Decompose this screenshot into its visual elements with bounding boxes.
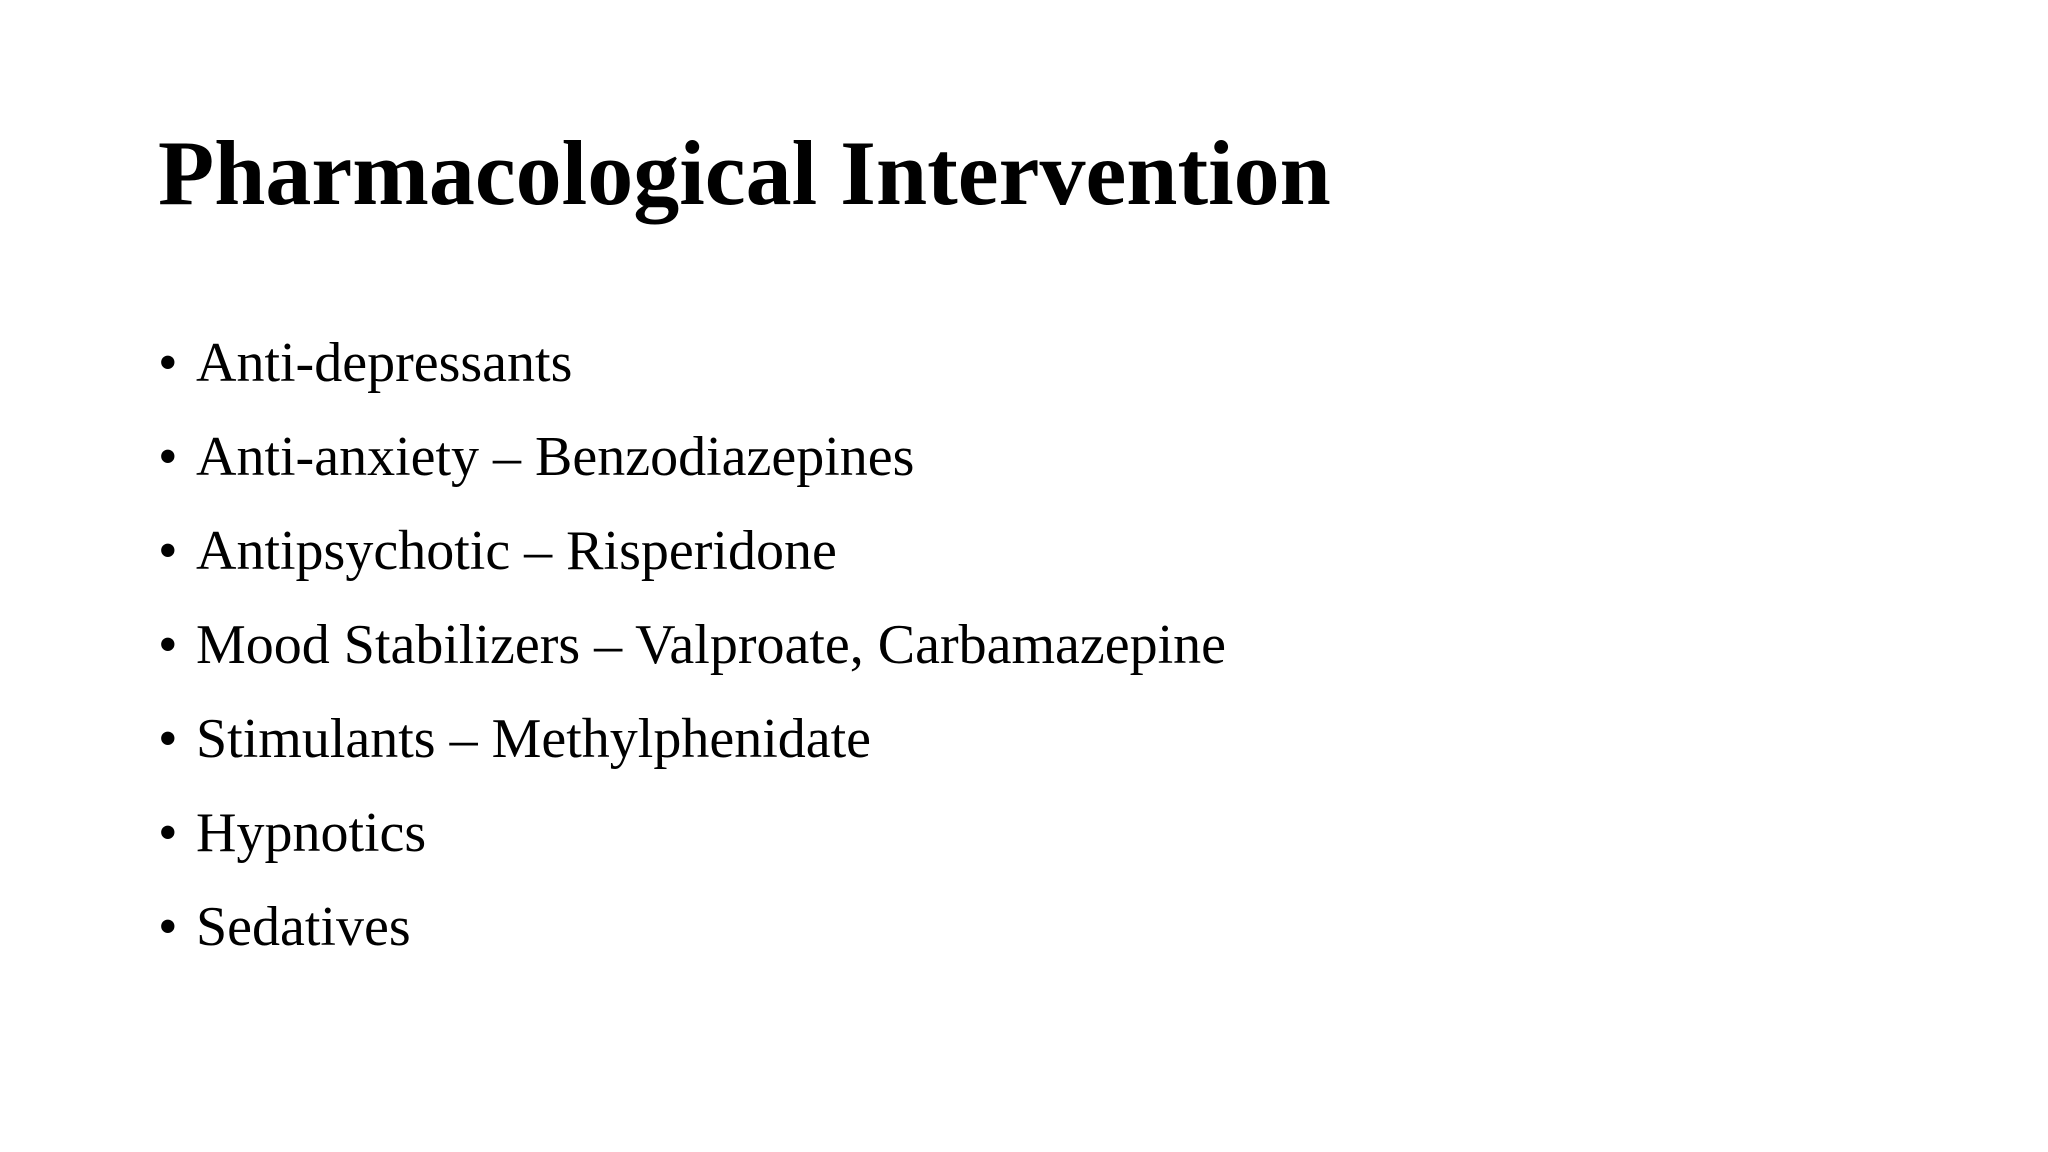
bullet-text: Antipsychotic – Risperidone [196,520,837,582]
list-item [158,504,1226,598]
bullet-text: Hypnotics [196,802,427,864]
list-item [158,410,1226,504]
bullet-list [158,316,1226,974]
slide-title: Pharmacological Intervention [158,122,1331,224]
bullet-text: Sedatives [196,896,411,958]
list-item [158,316,1226,410]
bullet-text: Mood Stabilizers – Valproate, Carbamazepine [196,614,1226,676]
bullet-text: Anti-depressants [196,332,573,394]
bullet-icon: • [158,614,178,676]
list-item [158,786,1226,880]
bullet-icon: • [158,802,178,864]
bullet-icon: • [158,708,178,770]
bullet-icon: • [158,520,178,582]
bullet-text: Anti-anxiety – Benzodiazepines [196,426,915,488]
list-item [158,692,1226,786]
list-item [158,880,1226,974]
bullet-icon: • [158,426,178,488]
list-item [158,598,1226,692]
bullet-icon: • [158,896,178,958]
bullet-icon: • [158,332,178,394]
bullet-text: Stimulants – Methylphenidate [196,708,872,770]
